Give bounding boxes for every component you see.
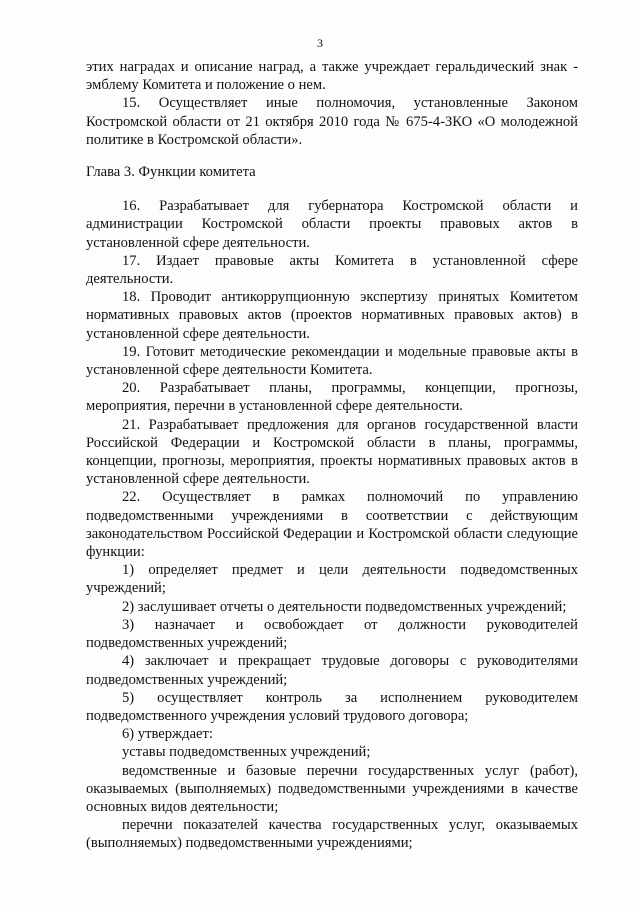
- list-item-5: 5) осуществляет контроль за исполнением руководителем подведомственного учреждения условий трудового договора;: [86, 689, 578, 724]
- list-item-6: 6) утверждает:: [122, 726, 213, 743]
- sub-item-service-lists: ведомственные и базовые перечни государственных услуг (работ), оказываемых (выполняемых) подведомственными учреждениями в качестве основных видов деятельности;: [86, 762, 578, 815]
- paragraph-19: 19. Готовит методические рекомендации и модельные правовые акты в установленной сфере деятельности Комитета.: [86, 343, 578, 379]
- paragraph-continuation: этих наградах и описание наград, а также учреждает геральдический знак - эмблему Комитета и положение о нем.: [86, 59, 578, 94]
- list-item-4: 4) заключает и прекращает трудовые договоры с руководителями подведомственных учреждений;: [86, 653, 578, 688]
- list-item-1: 1) определяет предмет и цели деятельности подведомственных учреждений;: [86, 562, 578, 597]
- sub-item-charters: уставы подведомственных учреждений;: [122, 744, 371, 761]
- list-item-3: 3) назначает и освобождает от должности руководителей подведомственных учреждений;: [86, 616, 578, 652]
- page-number: 3: [317, 36, 323, 50]
- paragraph-18: 18. Проводит антикоррупционную экспертизу принятых Комитетом нормативных правовых актов (проектов нормативных правовых актов) в установленной сфере деятельности.: [86, 289, 578, 342]
- chapter-heading: Глава 3. Функции комитета: [86, 164, 256, 181]
- list-item-2: 2) заслушивает отчеты о деятельности подведомственных учреждений;: [122, 598, 567, 615]
- paragraph-15: 15. Осуществляет иные полномочия, установленные Законом Костромской области от 21 октября 2010 года № 675-4-ЗКО «О молодежной политике в Костромской области».: [86, 95, 578, 148]
- paragraph-20: 20. Разрабатывает планы, программы, концепции, прогнозы, мероприятия, перечни в установленной сфере деятельности.: [86, 380, 578, 415]
- sub-item-quality-indicators: перечни показателей качества государственных услуг, оказываемых (выполняемых) подведомственными учреждениями;: [86, 817, 578, 852]
- paragraph-17: 17. Издает правовые акты Комитета в установленной сфере деятельности.: [86, 252, 578, 288]
- paragraph-22: 22. Осуществляет в рамках полномочий по управлению подведомственными учреждениями в соответствии с действующим законодательством Российской Федерации и Костромской области следующие функции:: [86, 489, 578, 561]
- document-body: [86, 58, 578, 853]
- paragraph-21: 21. Разрабатывает предложения для органов государственной власти Российской Федерации и Костромской области в планы, программы, концепции, прогнозы, мероприятия, проекты нормативных правовых актов в установленной сфере деятельности.: [86, 416, 578, 488]
- paragraph-16: 16. Разрабатывает для губернатора Костромской области и администрации Костромской области проекты правовых актов в установленной сфере деятельности.: [86, 198, 578, 251]
